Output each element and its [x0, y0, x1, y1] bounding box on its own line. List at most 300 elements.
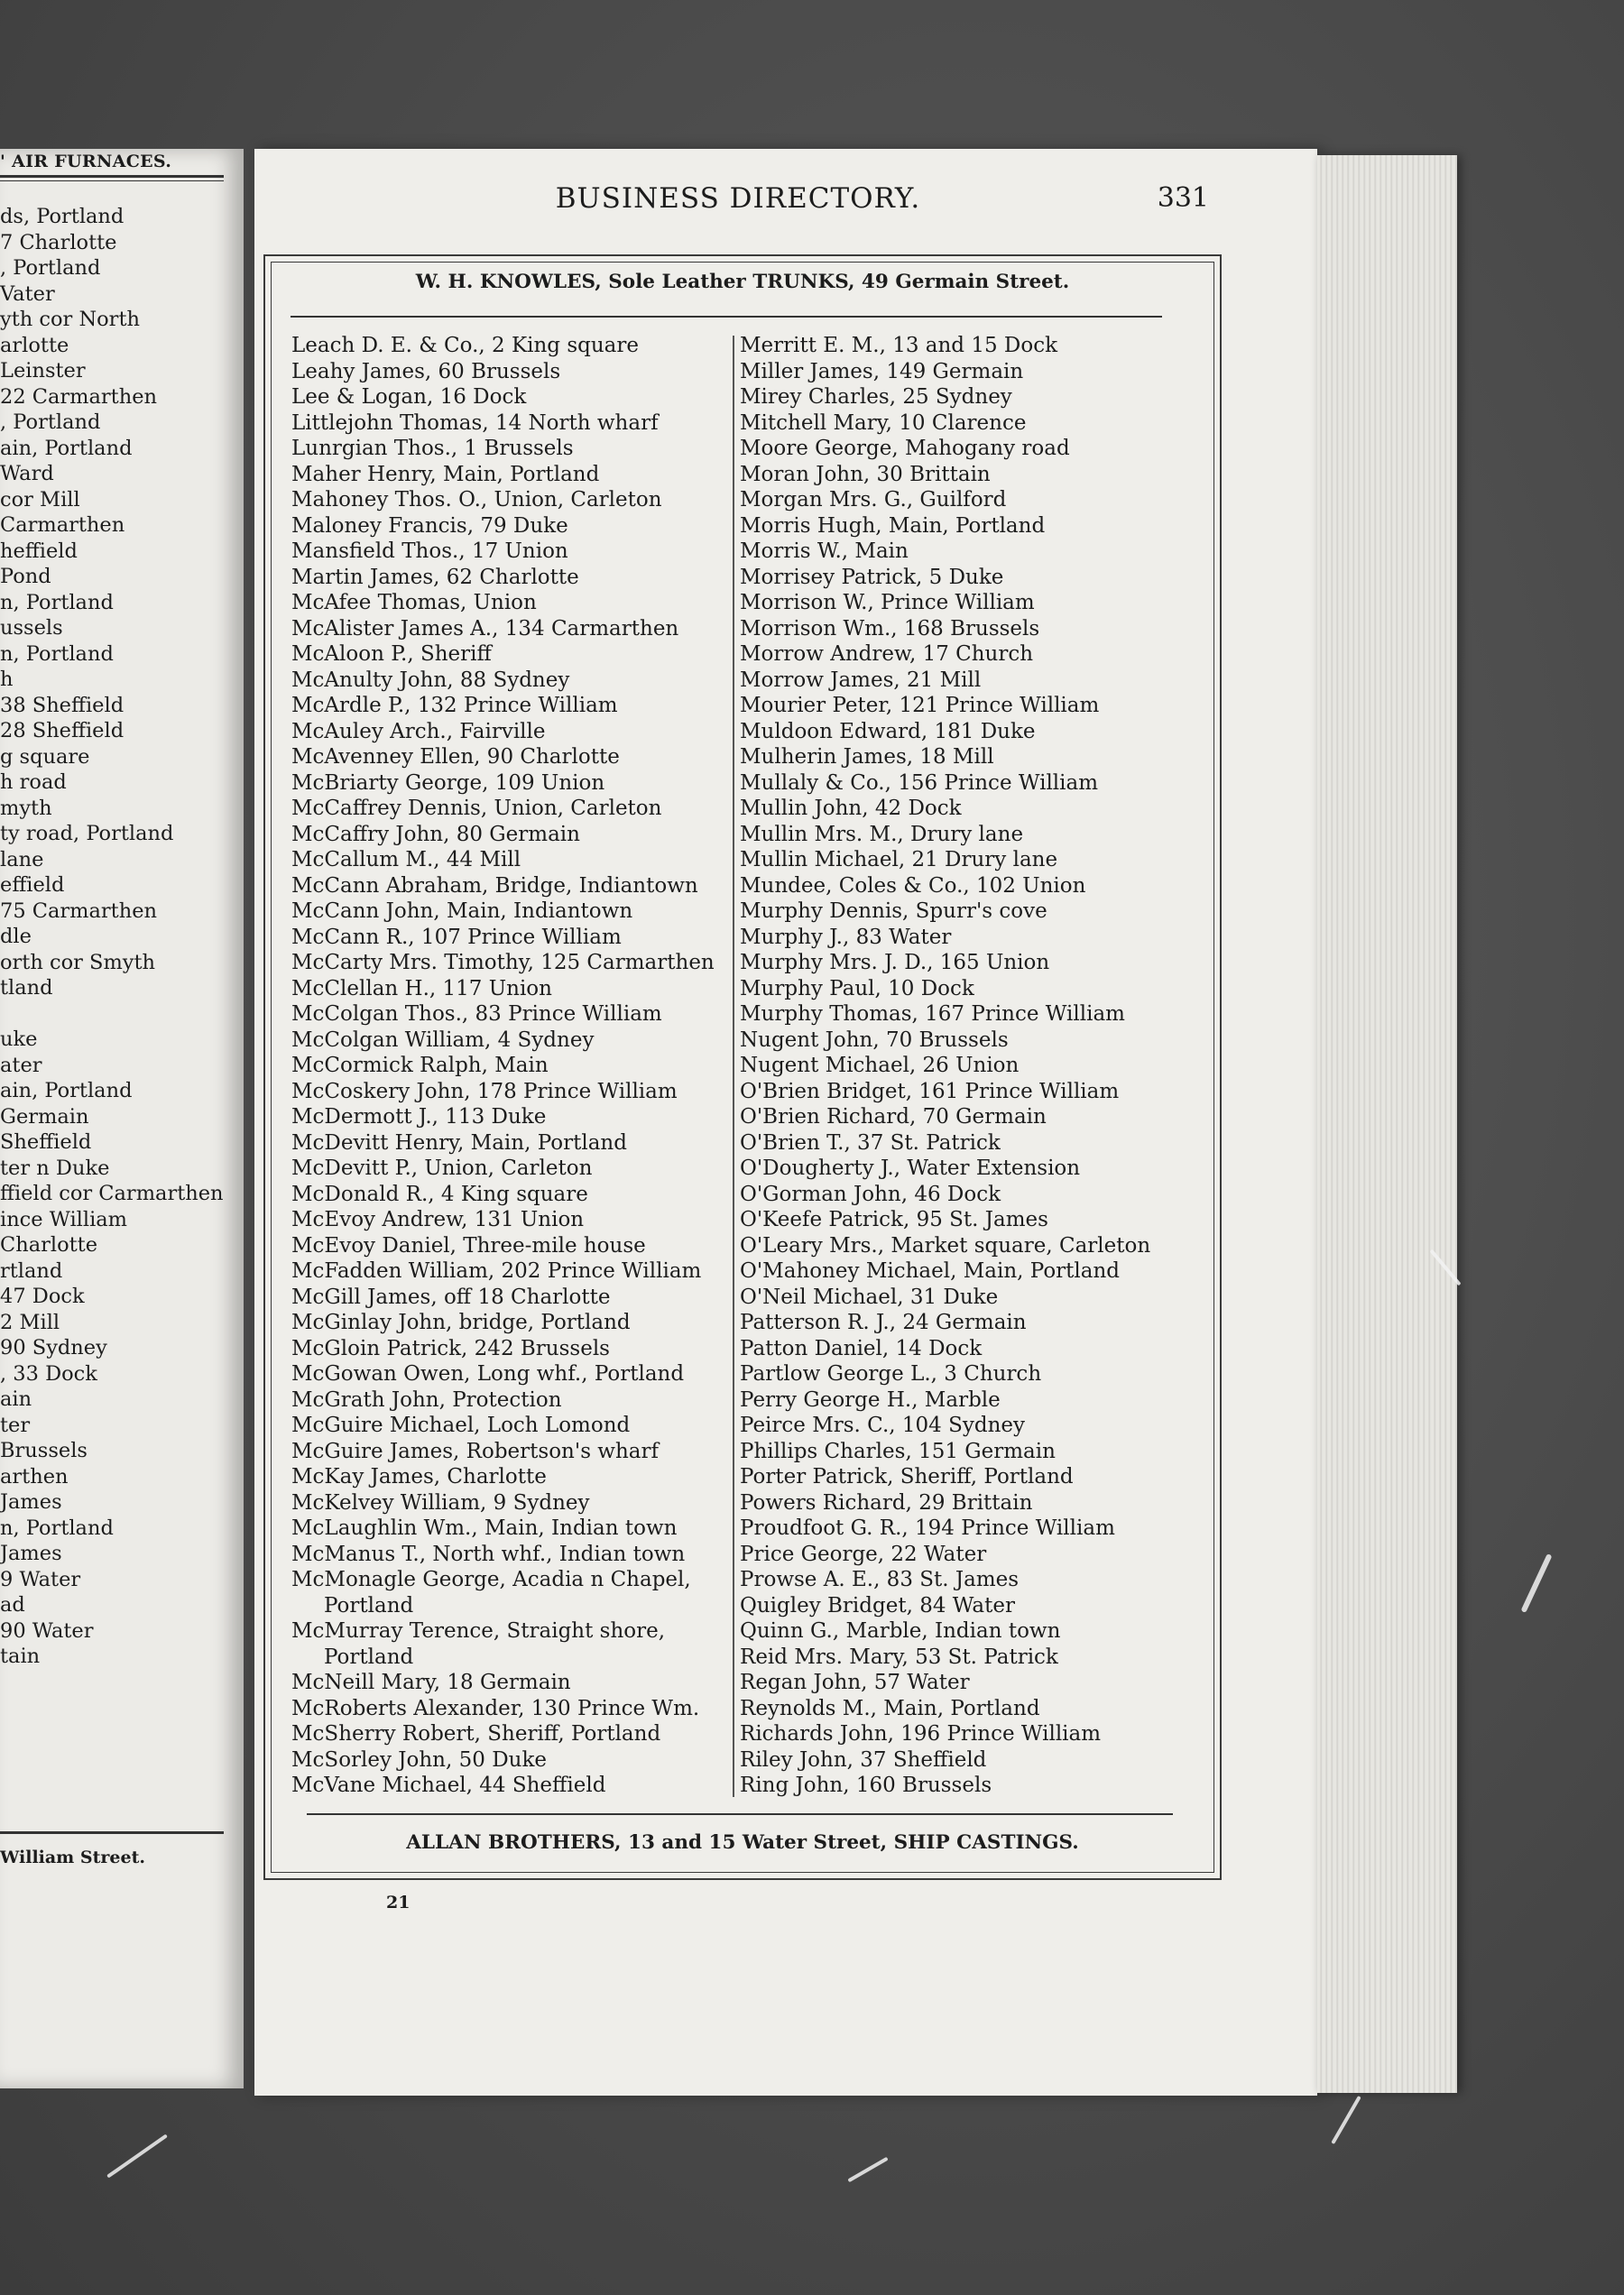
directory-entry [740, 873, 1173, 899]
directory-entry [740, 668, 1173, 694]
directory-entry [740, 1053, 1173, 1079]
entry-continuation: Portland [324, 1645, 414, 1669]
directory-entry [740, 436, 1173, 462]
directory-entry [740, 1670, 1173, 1696]
entry-text: Richards John, 196 Prince William [740, 1722, 1102, 1746]
directory-entry [291, 1773, 726, 1799]
directory-entry [740, 1542, 1173, 1568]
entry-text: Proudfoot G. R., 194 Prince William [740, 1516, 1115, 1540]
column-divider [733, 336, 734, 1797]
entry-text: McFadden William, 202 Prince William [291, 1259, 702, 1283]
entry-text: O'Leary Mrs., Market square, Carleton [740, 1233, 1151, 1258]
signature-mark: 21 [386, 1893, 411, 1912]
left-page-line: ain [0, 1387, 32, 1411]
entry-text: McGinlay John, bridge, Portland [291, 1311, 631, 1334]
directory-entry [291, 668, 726, 694]
left-page-line: h [0, 668, 14, 691]
entry-text: Ring John, 160 Brussels [740, 1774, 992, 1797]
directory-entry [291, 436, 726, 462]
directory-entry [291, 1207, 726, 1233]
entry-text: Partlow George L., 3 Church [740, 1362, 1042, 1386]
directory-entry [291, 873, 726, 899]
left-page-line: 28 Sheffield [0, 719, 125, 742]
entry-text: Patton Daniel, 14 Dock [740, 1336, 983, 1360]
entry-text: McEvoy Andrew, 131 Union [291, 1208, 585, 1231]
directory-entry [740, 539, 1173, 565]
entry-text: Morris Hugh, Main, Portland [740, 513, 1046, 538]
left-page-line: , Portland [0, 410, 101, 434]
entry-text: Littlejohn Thomas, 14 North wharf [291, 410, 659, 435]
entry-text: Martin James, 62 Charlotte [291, 565, 579, 589]
entry-text: McClellan H., 117 Union [291, 976, 552, 1000]
directory-entry [291, 539, 726, 565]
directory-entry [291, 462, 726, 488]
entry-text: Moran John, 30 Brittain [740, 462, 991, 486]
entry-text: McCarty Mrs. Timothy, 125 Carmarthen [291, 951, 715, 974]
entry-text: O'Brien Bridget, 161 Prince William [740, 1079, 1120, 1103]
directory-entry [291, 1670, 726, 1696]
entry-text: McCann R., 107 Prince William [291, 925, 622, 949]
directory-entry [291, 1310, 726, 1336]
entry-text: McCann Abraham, Bridge, Indiantown [291, 873, 698, 898]
entry-text: Mitchell Mary, 10 Clarence [740, 410, 1027, 435]
directory-entry [291, 796, 726, 822]
directory-entry [291, 950, 726, 976]
directory-entry [740, 1028, 1173, 1054]
left-page-line: uke [0, 1028, 38, 1051]
entry-text: Mundee, Coles & Co., 102 Union [740, 873, 1086, 898]
left-page-line: tland [0, 976, 53, 1000]
entry-text: McColgan William, 4 Sydney [291, 1028, 595, 1052]
left-page-line: 90 Water [0, 1618, 94, 1643]
left-page-line: ter [0, 1413, 31, 1437]
left-page-line: Pond [0, 565, 51, 588]
directory-entry [740, 1285, 1173, 1311]
directory-entry [740, 796, 1173, 822]
directory-entry [740, 1439, 1173, 1465]
entry-text: McNeill Mary, 18 Germain [291, 1671, 571, 1694]
directory-entry [291, 565, 726, 591]
directory-entry [291, 487, 726, 513]
left-page-line: n, Portland [0, 590, 114, 614]
entry-text: McSorley John, 50 Duke [291, 1747, 547, 1772]
directory-entry [740, 1593, 1173, 1619]
entry-text: Phillips Charles, 151 Germain [740, 1439, 1056, 1463]
entry-text: McCann John, Main, Indiantown [291, 899, 633, 923]
directory-entry [740, 822, 1173, 848]
left-page-line: 38 Sheffield [0, 693, 125, 717]
left-page-line: 90 Sydney [0, 1336, 107, 1359]
left-page-line: ussels [0, 616, 63, 640]
left-page-line: rtland [0, 1258, 63, 1283]
left-page-line: Charlotte [0, 1233, 98, 1257]
directory-entry [291, 384, 726, 410]
directory-entry [291, 1464, 726, 1490]
directory-entry [740, 1464, 1173, 1490]
entry-text: McMurray Terence, Straight shore, [291, 1619, 666, 1643]
directory-entry [291, 641, 726, 668]
directory-entry [740, 847, 1173, 873]
directory-entry [291, 719, 726, 745]
entry-text: Riley John, 37 Sheffield [740, 1747, 987, 1772]
directory-entry [291, 1182, 726, 1208]
directory-entry [291, 770, 726, 797]
directory-entry [291, 616, 726, 642]
entry-text: Morris W., Main [740, 539, 909, 563]
entry-text: McLaughlin Wm., Main, Indian town [291, 1516, 678, 1540]
entry-text: Morrison W., Prince William [740, 591, 1035, 614]
entry-text: McCaffrey Dennis, Union, Carleton [291, 797, 662, 820]
entry-text: Powers Richard, 29 Brittain [740, 1490, 1033, 1515]
directory-entry [740, 1413, 1173, 1439]
directory-entry [291, 1387, 726, 1414]
left-page-line: ain, Portland [0, 436, 133, 460]
directory-entry [740, 1258, 1173, 1285]
directory-entry [740, 641, 1173, 668]
entry-text: McAnulty John, 88 Sydney [291, 668, 570, 692]
directory-entry [740, 1721, 1173, 1747]
entry-text: Mullin John, 42 Dock [740, 797, 962, 820]
entry-text: O'Mahoney Michael, Main, Portland [740, 1259, 1121, 1283]
bottom-rule [307, 1813, 1173, 1815]
directory-entry [740, 1645, 1173, 1671]
left-header-rule [0, 175, 224, 178]
directory-entry [291, 410, 726, 437]
directory-entry [740, 899, 1173, 925]
entry-text: Regan John, 57 Water [740, 1671, 970, 1694]
directory-entry [291, 590, 726, 616]
directory-entry [740, 590, 1173, 616]
left-page-line: n, Portland [0, 1516, 114, 1540]
left-page-text-column [0, 204, 236, 1670]
directory-entry [740, 719, 1173, 745]
entry-text: Mullaly & Co., 156 Prince William [740, 770, 1099, 795]
directory-left-column [291, 333, 726, 1799]
left-page-line: , 33 Dock [0, 1361, 97, 1386]
entry-text: Mirey Charles, 25 Sydney [740, 385, 1012, 409]
left-page-line: ty road, Portland [0, 822, 174, 845]
entry-text: Muldoon Edward, 181 Duke [740, 719, 1036, 743]
directory-entry [291, 693, 726, 719]
entry-text: Peirce Mrs. C., 104 Sydney [740, 1414, 1025, 1437]
entry-text: Murphy Paul, 10 Dock [740, 976, 974, 1000]
left-page-line: cor Mill [0, 487, 80, 512]
directory-entry [740, 770, 1173, 797]
directory-entry [291, 822, 726, 848]
entry-text: Reid Mrs. Mary, 53 St. Patrick [740, 1645, 1058, 1669]
directory-entry [740, 333, 1173, 359]
directory-entry [740, 693, 1173, 719]
directory-entry [291, 1439, 726, 1465]
directory-entry [291, 1258, 726, 1285]
bottom-advertisement: ALLAN BROTHERS, 13 and 15 Water Street, SHIP CASTINGS. [406, 1831, 1079, 1854]
entry-text: Murphy Thomas, 167 Prince William [740, 1002, 1125, 1026]
entry-text: Patterson R. J., 24 Germain [740, 1311, 1027, 1334]
entry-text: Mullin Michael, 21 Drury lane [740, 848, 1058, 871]
directory-entry [740, 487, 1173, 513]
entry-text: Porter Patrick, Sheriff, Portland [740, 1465, 1074, 1489]
entry-text: Morgan Mrs. G., Guilford [740, 488, 1007, 512]
entry-text: Morrow Andrew, 17 Church [740, 642, 1034, 666]
directory-entry [291, 513, 726, 539]
directory-entry [291, 359, 726, 385]
left-header-rule-thin [0, 180, 224, 181]
directory-entry [291, 1233, 726, 1259]
entry-text: McSherry Robert, Sheriff, Portland [291, 1722, 661, 1746]
directory-entry [740, 1310, 1173, 1336]
entry-text: McGrath John, Protection [291, 1387, 562, 1412]
directory-entry [740, 616, 1173, 642]
left-page-line: n, Portland [0, 641, 114, 666]
entry-text: Leahy James, 60 Brussels [291, 359, 561, 383]
left-page-line: effield [0, 873, 65, 897]
entry-text: McCallum M., 44 Mill [291, 848, 521, 871]
left-page-line: myth [0, 796, 52, 820]
entry-text: McCaffry John, 80 Germain [291, 822, 580, 846]
directory-entry [291, 1130, 726, 1157]
directory-entry [740, 1361, 1173, 1387]
directory-entry [740, 1182, 1173, 1208]
entry-text: McMonagle George, Acadia n Chapel, [291, 1568, 691, 1591]
directory-entry [740, 1516, 1173, 1542]
left-page-line: yth cor North [0, 308, 140, 331]
entry-text: McAfee Thomas, Union [291, 591, 537, 614]
entry-text: Mullin Mrs. M., Drury lane [740, 822, 1024, 846]
directory-entry [740, 1747, 1173, 1774]
directory-entry [291, 744, 726, 770]
directory-entry [291, 1079, 726, 1105]
left-page-line: dle [0, 925, 32, 948]
entry-text: McGowan Owen, Long whf., Portland [291, 1362, 685, 1386]
entry-text: Moore George, Mahogany road [740, 437, 1070, 460]
entry-text: McGuire James, Robertson's wharf [291, 1439, 660, 1463]
left-page-line: Brussels [0, 1439, 88, 1462]
entry-text: Quigley Bridget, 84 Water [740, 1593, 1015, 1618]
entry-text: Morrisey Patrick, 5 Duke [740, 565, 1004, 589]
entry-text: O'Gorman John, 46 Dock [740, 1182, 1001, 1206]
entry-continuation: Portland [324, 1593, 414, 1618]
directory-entry [291, 899, 726, 925]
left-page-line: 9 Water [0, 1567, 81, 1591]
entry-text: Mourier Peter, 121 Prince William [740, 694, 1100, 717]
entry-text: Maher Henry, Main, Portland [291, 462, 600, 486]
directory-entry [740, 1618, 1173, 1645]
directory-entry [740, 462, 1173, 488]
left-page-line: ad [0, 1593, 25, 1617]
directory-entry [740, 1696, 1173, 1722]
entry-text: Mulherin James, 18 Mill [740, 745, 994, 769]
directory-entry [291, 1413, 726, 1439]
entry-text: O'Neil Michael, 31 Duke [740, 1285, 999, 1309]
left-page-line: arlotte [0, 333, 69, 357]
entry-text: McAvenney Ellen, 90 Charlotte [291, 745, 620, 769]
left-page-line: Sheffield [0, 1130, 92, 1154]
entry-text: O'Brien T., 37 St. Patrick [740, 1130, 1001, 1155]
left-page-footer-ad: William Street. [0, 1848, 145, 1867]
left-page-line: arthen [0, 1464, 69, 1489]
left-page-line: 75 Carmarthen [0, 899, 158, 923]
directory-entry [291, 1516, 726, 1542]
entry-text: McVane Michael, 44 Sheffield [291, 1774, 606, 1797]
left-page-line: ds, Portland [0, 205, 125, 228]
left-page-line: , Portland [0, 256, 101, 280]
left-page-line: 7 Charlotte [0, 230, 117, 254]
entry-text: McDonald R., 4 King square [291, 1182, 588, 1206]
directory-entry [291, 847, 726, 873]
left-page-line: James [0, 1542, 62, 1565]
directory-entry [740, 565, 1173, 591]
directory-entry [740, 1130, 1173, 1157]
directory-entry [291, 1490, 726, 1516]
directory-entry [291, 1747, 726, 1774]
directory-entry [740, 1207, 1173, 1233]
entry-text: McArdle P., 132 Prince William [291, 694, 618, 717]
left-page-line: ater [0, 1053, 42, 1077]
directory-entry [291, 333, 726, 359]
entry-text: Miller James, 149 Germain [740, 359, 1024, 383]
directory-entry [740, 976, 1173, 1002]
entry-text: McGill James, off 18 Charlotte [291, 1285, 611, 1309]
left-page-line: h road [0, 770, 67, 794]
directory-entry [291, 1567, 726, 1618]
directory-entry [740, 1387, 1173, 1414]
directory-entry [740, 1490, 1173, 1516]
directory-entry [291, 1696, 726, 1722]
directory-entry [291, 1618, 726, 1670]
left-page-line: Leinster [0, 359, 86, 382]
entry-text: Perry George H., Marble [740, 1387, 1001, 1412]
entry-text: McDermott J., 113 Duke [291, 1105, 547, 1129]
directory-entry [291, 1361, 726, 1387]
entry-text: McCormick Ralph, Main [291, 1054, 549, 1077]
page-edges [1317, 155, 1457, 2093]
entry-text: Nugent Michael, 26 Union [740, 1054, 1020, 1077]
directory-entry [291, 1028, 726, 1054]
top-advertisement: W. H. KNOWLES, Sole Leather TRUNKS, 49 Germain Street. [415, 271, 1070, 293]
left-page-line: ter n Duke [0, 1156, 110, 1180]
entry-text: Murphy J., 83 Water [740, 925, 952, 949]
directory-entry [291, 1721, 726, 1747]
entry-text: McRoberts Alexander, 130 Prince Wm. [291, 1696, 700, 1720]
left-footer-rule [0, 1831, 224, 1834]
entry-text: McDevitt P., Union, Carleton [291, 1157, 593, 1180]
directory-entry [740, 384, 1173, 410]
directory-right-column [740, 333, 1173, 1799]
page-number: 331 [1157, 182, 1209, 214]
left-page-line: 22 Carmarthen [0, 384, 158, 409]
directory-entry [291, 1053, 726, 1079]
directory-entry [740, 1233, 1173, 1259]
directory-entry [740, 513, 1173, 539]
left-page-line: ffield cor Carmarthen [0, 1182, 224, 1205]
left-page-line: Carmarthen [0, 513, 125, 537]
entry-text: Lunrgian Thos., 1 Brussels [291, 437, 574, 460]
entry-text: Mansfield Thos., 17 Union [291, 539, 568, 563]
entry-text: Murphy Dennis, Spurr's cove [740, 899, 1047, 923]
left-page-line: James [0, 1490, 62, 1514]
directory-entry [740, 1773, 1173, 1799]
running-head: BUSINESS DIRECTORY. [555, 182, 921, 215]
entry-text: Reynolds M., Main, Portland [740, 1696, 1040, 1720]
directory-entry [740, 744, 1173, 770]
entry-text: McBriarty George, 109 Union [291, 770, 605, 795]
directory-entry [291, 976, 726, 1002]
entry-text: McGuire Michael, Loch Lomond [291, 1414, 631, 1437]
left-page-line [0, 1001, 236, 1028]
left-page-line: lane [0, 847, 44, 871]
left-page-line: ince William [0, 1207, 128, 1231]
entry-text: O'Keefe Patrick, 95 St. James [740, 1208, 1048, 1231]
entry-text: McKelvey William, 9 Sydney [291, 1490, 590, 1515]
left-page-line: 47 Dock [0, 1285, 85, 1308]
entry-text: Prowse A. E., 83 St. James [740, 1568, 1020, 1591]
entry-text: Merritt E. M., 13 and 15 Dock [740, 334, 1058, 357]
left-page-line: ain, Portland [0, 1079, 133, 1102]
directory-entry [740, 410, 1173, 437]
entry-text: Morrow James, 21 Mill [740, 668, 982, 692]
entry-text: McDevitt Henry, Main, Portland [291, 1130, 627, 1155]
left-page-line: heffield [0, 539, 78, 563]
entry-text: Murphy Mrs. J. D., 165 Union [740, 951, 1050, 974]
entry-text: McManus T., North whf., Indian town [291, 1542, 686, 1566]
directory-entry [740, 359, 1173, 385]
directory-entry [291, 1336, 726, 1362]
entry-text: McAlister James A., 134 Carmarthen [291, 616, 679, 641]
left-page-line: Ward [0, 462, 54, 485]
directory-entry [740, 1336, 1173, 1362]
entry-text: McEvoy Daniel, Three-mile house [291, 1233, 646, 1258]
directory-entry [291, 1285, 726, 1311]
directory-entry [740, 950, 1173, 976]
entry-text: Mahoney Thos. O., Union, Carleton [291, 488, 662, 512]
left-page-header-ad: ' AIR FURNACES. [0, 152, 172, 171]
top-rule [291, 316, 1162, 318]
directory-entry [740, 1079, 1173, 1105]
entry-text: O'Dougherty J., Water Extension [740, 1157, 1081, 1180]
directory-entry [740, 1156, 1173, 1182]
left-page-line: Vater [0, 281, 55, 306]
left-page-line: orth cor Smyth [0, 950, 156, 974]
entry-text: McAloon P., Sheriff [291, 642, 492, 666]
left-page-line: Germain [0, 1104, 89, 1129]
entry-text: McKay James, Charlotte [291, 1465, 547, 1489]
entry-text: Morrison Wm., 168 Brussels [740, 616, 1040, 641]
directory-entry [740, 1567, 1173, 1593]
directory-entry [291, 1542, 726, 1568]
entry-text: McCoskery John, 178 Prince William [291, 1079, 678, 1103]
entry-text: Quinn G., Marble, Indian town [740, 1619, 1061, 1643]
directory-entry [291, 1104, 726, 1130]
directory-entry [291, 1001, 726, 1028]
entry-text: McGloin Patrick, 242 Brussels [291, 1336, 610, 1360]
entry-text: Nugent John, 70 Brussels [740, 1028, 1009, 1052]
entry-text: O'Brien Richard, 70 Germain [740, 1105, 1047, 1129]
directory-entry [740, 1104, 1173, 1130]
directory-entry [740, 925, 1173, 951]
left-page-line: tain [0, 1645, 41, 1668]
left-page-line: g square [0, 744, 90, 769]
entry-text: Lee & Logan, 16 Dock [291, 385, 527, 409]
entry-text: Price George, 22 Water [740, 1542, 987, 1566]
entry-text: McColgan Thos., 83 Prince William [291, 1002, 662, 1026]
entry-text: Maloney Francis, 79 Duke [291, 513, 568, 538]
entry-text: McAuley Arch., Fairville [291, 719, 546, 743]
directory-entry [291, 1156, 726, 1182]
directory-entry [740, 1001, 1173, 1028]
entry-text: Leach D. E. & Co., 2 King square [291, 334, 640, 357]
directory-entry [291, 925, 726, 951]
left-page-line: 2 Mill [0, 1310, 60, 1334]
